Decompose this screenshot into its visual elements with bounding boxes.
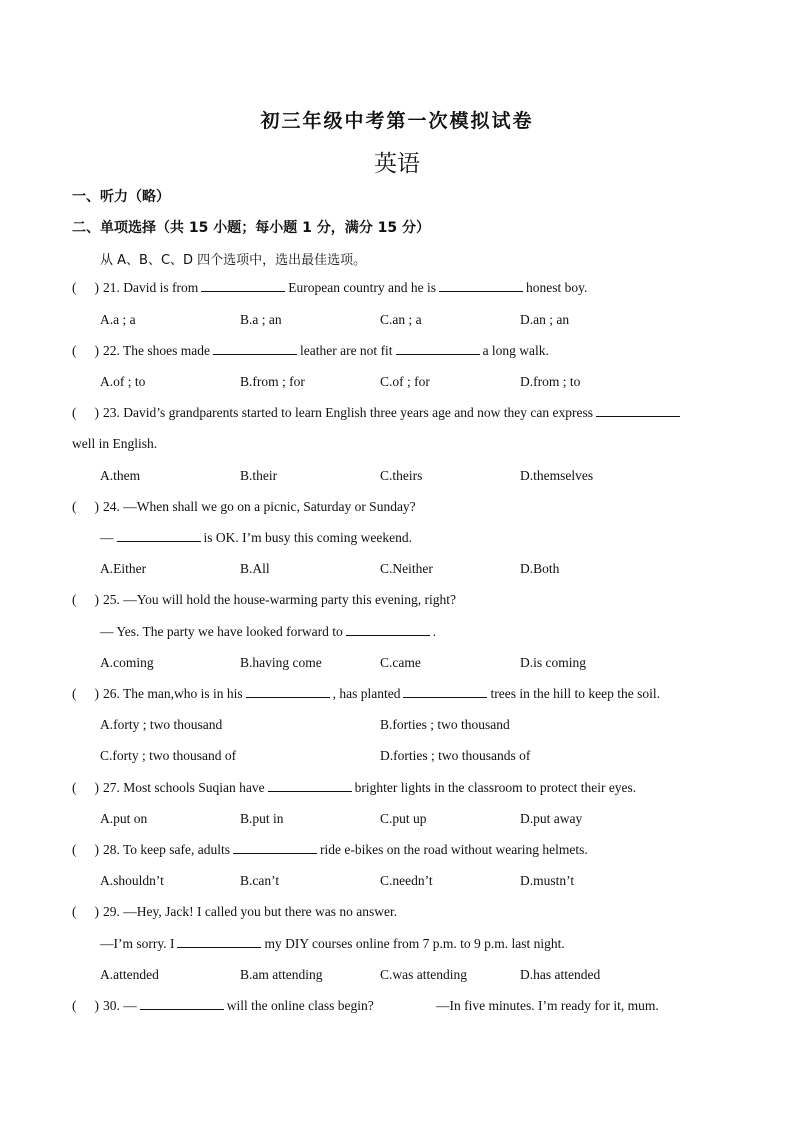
question-26: 26. The man,who is in his , has planted trees in the hill to keep the soil. (103, 686, 660, 701)
answer-paren: ( ) (72, 280, 99, 295)
answer-paren: ( ) (72, 499, 99, 514)
section-single-choice: 二、单项选择（共 15 小题；每小题 1 分，满分 15 分） (72, 220, 430, 236)
question-23-continued: well in English. (72, 436, 158, 451)
question-30: 30. — will the online class begin? (103, 998, 374, 1013)
question-21: 21. David is from European country and he is honest boy. (103, 280, 588, 295)
answer-blank (403, 686, 487, 698)
answer-blank (268, 780, 352, 792)
question-28: 28. To keep safe, adults ride e-bikes on the road without wearing helmets. (103, 842, 588, 857)
exam-subject: 英语 (374, 151, 420, 177)
option-b: B.All (240, 561, 270, 576)
answer-blank (140, 998, 224, 1010)
option-a: A.attended (100, 967, 159, 982)
answer-paren: ( ) (72, 405, 99, 420)
answer-blank (213, 343, 297, 355)
exam-title: 初三年级中考第一次模拟试卷 (260, 110, 534, 132)
question-24-reply: — is OK. I’m busy this coming weekend. (100, 530, 412, 545)
option-d: D.is coming (520, 655, 586, 670)
answer-blank (346, 624, 430, 636)
answer-paren: ( ) (72, 592, 99, 607)
answer-blank (201, 280, 285, 292)
option-b: B.a ; an (240, 312, 282, 327)
option-c: C.put up (380, 811, 427, 826)
option-c: C.needn’t (380, 873, 433, 888)
option-d: D.Both (520, 561, 560, 576)
option-a: A.forty ; two thousand (100, 717, 223, 732)
answer-blank (396, 343, 480, 355)
instruction: 从 A、B、C、D 四个选项中，选出最佳选项。 (100, 253, 367, 268)
option-a: A.a ; a (100, 312, 136, 327)
option-d: D.forties ; two thousands of (380, 748, 531, 763)
option-d: D.put away (520, 811, 583, 826)
answer-blank (439, 280, 523, 292)
option-b: B.their (240, 468, 278, 483)
option-a: A.put on (100, 811, 148, 826)
option-b: B.can’t (240, 873, 280, 888)
option-d: D.themselves (520, 468, 594, 483)
question-29: 29. —Hey, Jack! I called you but there was no answer. (103, 904, 398, 919)
answer-paren: ( ) (72, 780, 99, 795)
option-b: B.having come (240, 655, 322, 670)
option-b: B.am attending (240, 967, 323, 982)
option-c: C.Neither (380, 561, 433, 576)
answer-paren: ( ) (72, 686, 99, 701)
option-b: B.forties ; two thousand (380, 717, 510, 732)
answer-paren: ( ) (72, 343, 99, 358)
option-a: A.shouldn’t (100, 873, 164, 888)
question-30-reply: —In five minutes. I’m ready for it, mum. (436, 998, 659, 1013)
question-29-reply: —I’m sorry. I my DIY courses online from 7 p.m. to 9 p.m. last night. (100, 936, 565, 951)
option-d: D.an ; an (520, 312, 570, 327)
answer-blank (117, 530, 201, 542)
option-a: A.Either (100, 561, 147, 576)
option-b: B.from ; for (240, 374, 305, 389)
question-23: 23. David’s grandparents started to learn English three years age and now they can express (103, 405, 683, 421)
option-c: C.of ; for (380, 374, 430, 389)
option-c: C.came (380, 655, 421, 670)
answer-blank (246, 686, 330, 698)
option-c: C.theirs (380, 468, 423, 483)
question-22: 22. The shoes made leather are not fit a long walk. (103, 343, 549, 358)
option-a: A.them (100, 468, 141, 483)
option-a: A.of ; to (100, 374, 146, 389)
answer-blank (177, 936, 261, 948)
question-25-reply: — Yes. The party we have looked forward to . (100, 624, 437, 639)
answer-blank (233, 842, 317, 854)
section-listening: 一、听力（略） (72, 189, 170, 205)
question-25: 25. —You will hold the house-warming party this evening, right? (103, 592, 456, 607)
option-c: C.was attending (380, 967, 467, 982)
option-a: A.coming (100, 655, 154, 670)
option-d: D.mustn’t (520, 873, 575, 888)
answer-paren: ( ) (72, 998, 99, 1013)
answer-paren: ( ) (72, 842, 99, 857)
option-d: D.from ; to (520, 374, 581, 389)
option-c: C.an ; a (380, 312, 422, 327)
question-27: 27. Most schools Suqian have brighter lights in the classroom to protect their eyes. (103, 780, 637, 795)
answer-paren: ( ) (72, 904, 99, 919)
option-c: C.forty ; two thousand of (100, 748, 237, 763)
option-d: D.has attended (520, 967, 601, 982)
answer-blank (596, 405, 680, 417)
option-b: B.put in (240, 811, 284, 826)
question-24: 24. —When shall we go on a picnic, Saturday or Sunday? (103, 499, 416, 514)
